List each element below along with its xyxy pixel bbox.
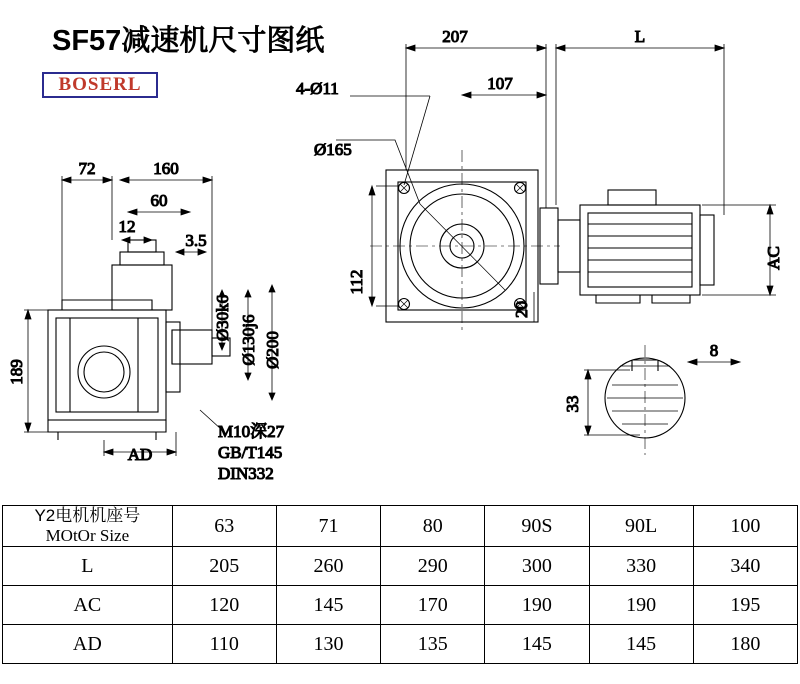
table-cell: 330 (589, 547, 693, 586)
table-header-label-cn: Y2电机机座号 (34, 506, 141, 525)
table-cell: 80 (381, 506, 485, 547)
table-header-label (3, 506, 173, 547)
dim-160: 160 (153, 159, 179, 178)
dim-dia-165: Ø165 (314, 140, 352, 159)
dim-AC: AC (764, 246, 783, 270)
table-cell: 195 (693, 586, 797, 625)
row-label-AD: AD (3, 625, 173, 664)
table-cell: 63 (172, 506, 276, 547)
dim-AD: AD (127, 445, 153, 464)
dim-L: L (634, 27, 646, 46)
table-cell: 145 (589, 625, 693, 664)
table-row (3, 586, 798, 625)
table-row (3, 625, 798, 664)
motor-side-view (540, 190, 714, 303)
flange-front-view (370, 150, 560, 332)
dim-4-holes: 4-Ø11 (296, 79, 339, 98)
table-cell: 90S (485, 506, 589, 547)
table-cell: 260 (276, 547, 380, 586)
table-cell: 190 (485, 586, 589, 625)
table-header-label-en: MOtOr Size (45, 526, 130, 545)
table-cell: 100 (693, 506, 797, 547)
table-cell: 130 (276, 625, 380, 664)
dim-60: 60 (150, 191, 168, 210)
dim-107: 107 (487, 74, 513, 93)
dim-3-5: 3.5 (185, 231, 207, 250)
spec-table (2, 505, 798, 664)
row-label-L: L (3, 547, 173, 586)
table-cell: 135 (381, 625, 485, 664)
table-cell: 120 (172, 586, 276, 625)
table-row-header (3, 506, 798, 547)
table-cell: 170 (381, 586, 485, 625)
dimension-labels (7, 27, 783, 483)
table-cell: 145 (276, 586, 380, 625)
dim-key-33: 33 (563, 395, 582, 413)
shaft-end-view (605, 345, 685, 455)
table-cell: 190 (589, 586, 693, 625)
dim-207: 207 (442, 27, 468, 46)
dim-key-8: 8 (709, 341, 719, 360)
dim-dia-130j6: Ø130j6 (239, 314, 258, 366)
dim-12: 12 (118, 217, 136, 236)
note-thread-3: DIN332 (218, 464, 274, 483)
table-cell: 90L (589, 506, 693, 547)
table-cell: 300 (485, 547, 589, 586)
table-cell: 180 (693, 625, 797, 664)
table-cell: 110 (172, 625, 276, 664)
table-cell: 205 (172, 547, 276, 586)
row-label-AC: AC (3, 586, 173, 625)
table-cell: 145 (485, 625, 589, 664)
dim-20: 20 (512, 301, 531, 318)
dim-189: 189 (7, 359, 26, 385)
table-cell: 290 (381, 547, 485, 586)
table-row (3, 547, 798, 586)
table-cell: 340 (693, 547, 797, 586)
left-side-view (48, 240, 230, 440)
dim-112: 112 (347, 269, 366, 295)
table-cell: 71 (276, 506, 380, 547)
page-title: SF57减速机尺寸图纸 (52, 25, 325, 57)
brand-logo-text: BOSERL (58, 74, 142, 95)
note-thread-2: GB/T145 (218, 443, 283, 462)
dim-72: 72 (78, 159, 96, 178)
note-thread-1: M10深27 (218, 422, 285, 441)
dim-dia-200: Ø200 (263, 331, 282, 369)
dim-dia-30k6: Ø30k6 (213, 294, 232, 342)
